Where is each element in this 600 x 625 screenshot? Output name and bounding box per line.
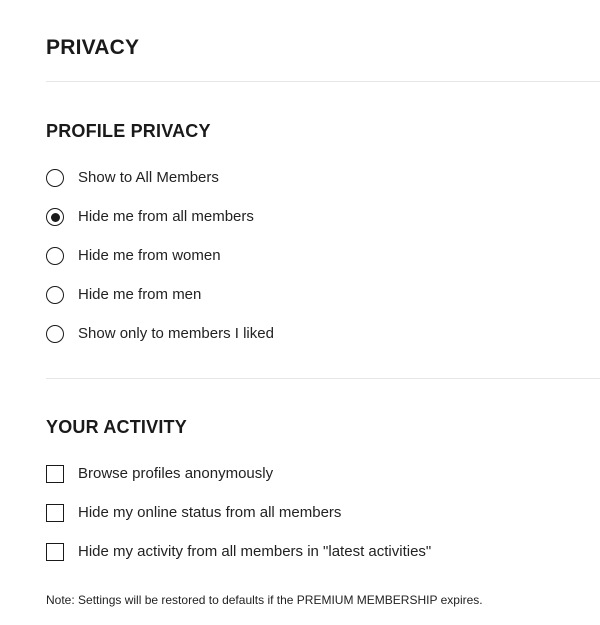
radio-label: Show to All Members: [78, 169, 219, 186]
settings-note: Note: Settings will be restored to defaults if the PREMIUM MEMBERSHIP expires.: [46, 593, 483, 607]
checkbox-option-browse-anonymously[interactable]: [46, 462, 273, 486]
radio-option-show-to-all[interactable]: [46, 166, 219, 190]
radio-button[interactable]: [46, 325, 64, 343]
radio-dot: [51, 213, 60, 222]
radio-option-hide-from-men[interactable]: [46, 283, 201, 307]
radio-label: Hide me from all members: [78, 208, 254, 225]
radio-label: Show only to members I liked: [78, 325, 274, 342]
radio-button[interactable]: [46, 169, 64, 187]
radio-option-hide-from-all[interactable]: [46, 205, 254, 229]
checkbox-label: Hide my online status from all members: [78, 504, 342, 521]
radio-option-show-only-liked[interactable]: [46, 322, 274, 346]
divider-top: [46, 81, 600, 82]
radio-button[interactable]: [46, 208, 64, 226]
radio-label: Hide me from men: [78, 286, 202, 303]
checkbox-label: Browse profiles anonymously: [78, 465, 274, 482]
radio-button[interactable]: [46, 247, 64, 265]
checkbox[interactable]: [46, 504, 64, 522]
checkbox[interactable]: [46, 465, 64, 483]
divider-middle: [46, 378, 600, 379]
page-title: PRIVACY: [46, 36, 140, 59]
checkbox[interactable]: [46, 543, 64, 561]
checkbox-label: Hide my activity from all members in "latest activities": [78, 543, 432, 560]
section-title-your-activity: YOUR ACTIVITY: [46, 417, 187, 437]
radio-button[interactable]: [46, 286, 64, 304]
checkbox-option-hide-activity[interactable]: [46, 540, 431, 564]
section-title-profile-privacy: PROFILE PRIVACY: [46, 121, 211, 141]
checkbox-option-hide-online-status[interactable]: [46, 501, 341, 525]
radio-label: Hide me from women: [78, 247, 221, 264]
radio-option-hide-from-women[interactable]: [46, 244, 221, 268]
